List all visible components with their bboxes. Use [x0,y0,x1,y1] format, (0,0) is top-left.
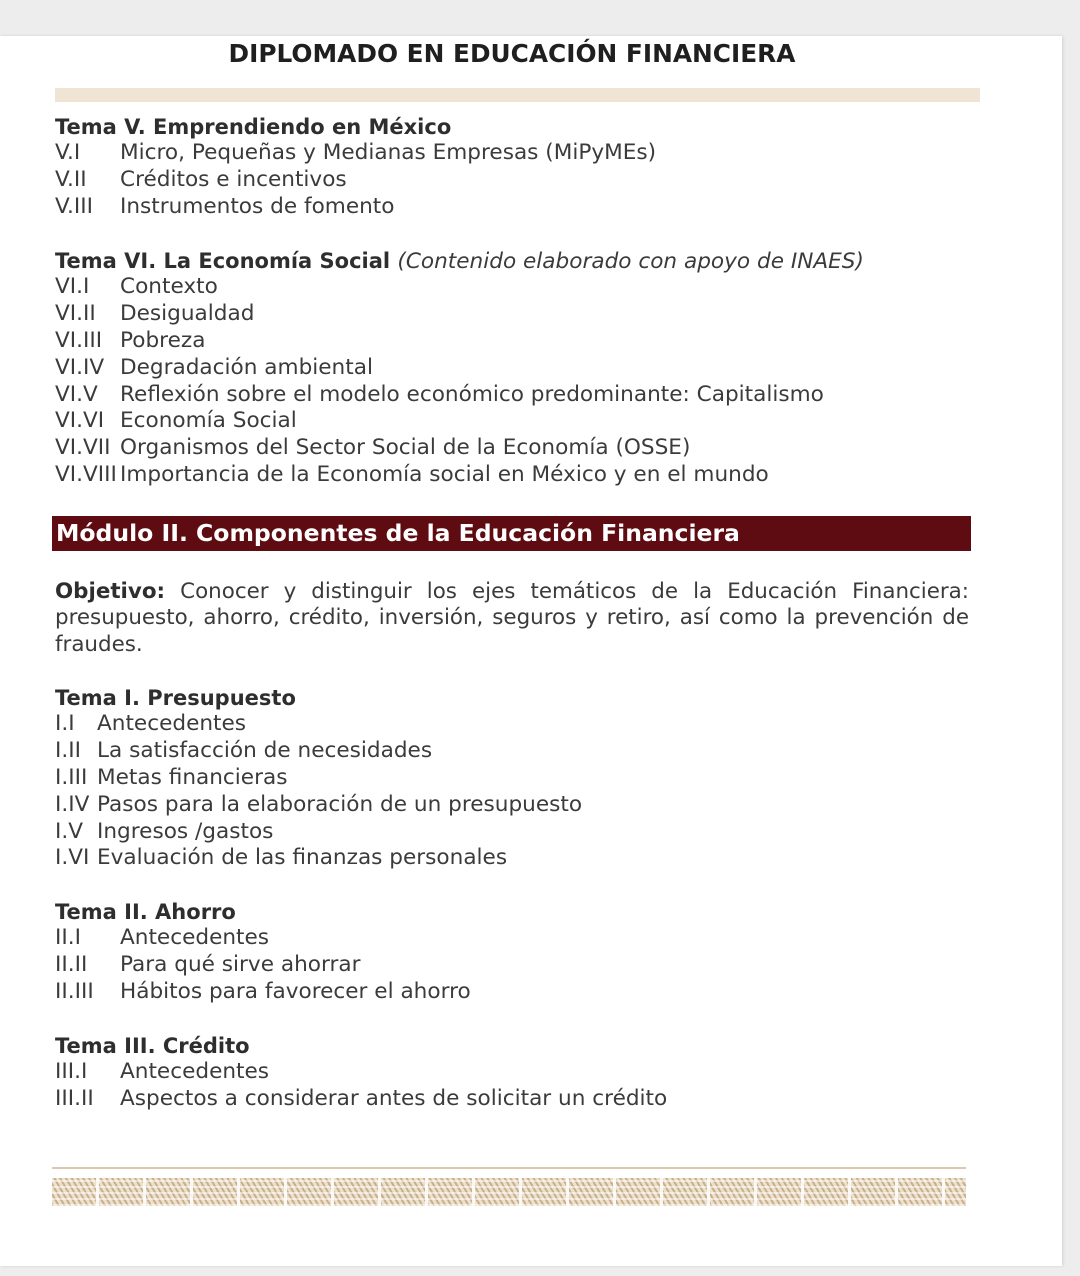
list-item [55,819,582,846]
item-text: Contexto [120,274,218,300]
item-text: Créditos e incentivos [120,167,347,193]
item-number: VI.VI [55,408,105,434]
list-item [55,194,656,221]
item-number: III.I [55,1059,88,1085]
section-tema-v [55,114,656,221]
item-number: VI.VIII [55,461,117,487]
item-number: VI.VII [55,435,111,461]
item-text: Hábitos para favorecer el ahorro [120,978,471,1004]
item-number: VI.I [55,274,90,300]
item-number: V.III [55,193,93,219]
item-text: Para qué sirve ahorrar [120,952,361,978]
item-text: Metas financieras [97,764,288,790]
item-number: VI.II [55,301,96,327]
list-item [55,1086,667,1113]
list-item [55,301,864,328]
list-item [55,792,582,819]
item-number: I.V [55,818,84,844]
item-number: II.III [55,978,94,1004]
section-heading: Tema I. Presupuesto [55,685,296,710]
section-heading [55,248,864,275]
item-text: Evaluación de las finanzas personales [97,845,508,871]
item-text: Pasos para la elaboración de un presupuesto [97,791,583,817]
objective-label: Objetivo: [55,578,166,604]
item-text: Importancia de la Economía social en México y en el mundo [120,461,769,487]
list-item [55,765,582,792]
module-banner: Módulo II. Componentes de la Educación Financiera [52,516,971,551]
section-tema-ii [55,899,471,1006]
item-number: VI.V [55,381,98,407]
list-item [55,408,864,435]
list-item [55,328,864,355]
item-text: Micro, Pequeñas y Medianas Empresas (MiPyMEs) [120,140,657,166]
item-text: Organismos del Sector Social de la Economía (OSSE) [120,435,691,461]
item-number: II.II [55,952,88,978]
item-text: Reflexión sobre el modelo económico predominante: Capitalismo [120,381,824,407]
item-number: I.IV [55,791,90,817]
list-item [55,979,471,1006]
item-text: Ingresos /gastos [97,818,274,844]
item-text: Degradación ambiental [120,354,373,380]
item-number: VI.III [55,327,103,353]
item-text: Aspectos a considerar antes de solicitar un crédito [120,1086,668,1112]
item-text: La satisfacción de necesidades [97,738,433,764]
item-number: I.II [55,738,81,764]
item-number: V.II [55,167,87,193]
item-number: I.VI [55,845,90,871]
item-text: Desigualdad [120,301,255,327]
module-objective [55,579,969,659]
list-item [55,952,471,979]
item-number: V.I [55,140,81,166]
list-item [55,925,471,952]
item-number: III.II [55,1086,94,1112]
list-item [55,274,864,301]
item-text: Economía Social [120,408,297,434]
item-number: II.I [55,925,81,951]
item-text: Antecedentes [97,711,247,737]
list-item [55,435,864,462]
section-heading: Tema III. Crédito [55,1033,250,1058]
section-tema-vi [55,248,864,489]
decorative-ornament-band [52,1178,966,1206]
list-item [55,140,656,167]
item-number: I.I [55,711,75,737]
list-item [55,462,864,489]
list-item [55,845,582,872]
section-heading-note: (Contenido elaborado con apoyo de INAES) [397,248,864,274]
item-text: Pobreza [120,327,206,353]
section-heading: Tema II. Ahorro [55,899,236,924]
section-tema-i [55,685,582,873]
section-tema-iii [55,1033,667,1113]
list-item [55,1059,667,1086]
item-text: Instrumentos de fomento [120,193,395,219]
item-number: VI.IV [55,354,105,380]
section-heading: Tema V. Emprendiendo en México [55,114,452,139]
header-divider-bar [55,88,980,102]
list-item [55,167,656,194]
footer-divider-line [52,1167,966,1169]
document-page [0,36,1062,1266]
list-item [55,738,582,765]
list-item [55,382,864,409]
list-item [55,711,582,738]
list-item [55,355,864,382]
section-heading-title: Tema VI. La Economía Social [55,248,391,273]
item-text: Antecedentes [120,925,270,951]
objective-text: Conocer y distinguir los ejes temáticos de la Educación Financiera: presupuesto, ahorro, crédito, inversión, seguros y retiro, así como la prevención de fraudes. [55,578,969,658]
item-number: I.III [55,764,88,790]
item-text: Antecedentes [120,1059,270,1085]
document-title: DIPLOMADO EN EDUCACIÓN FINANCIERA [228,39,796,68]
